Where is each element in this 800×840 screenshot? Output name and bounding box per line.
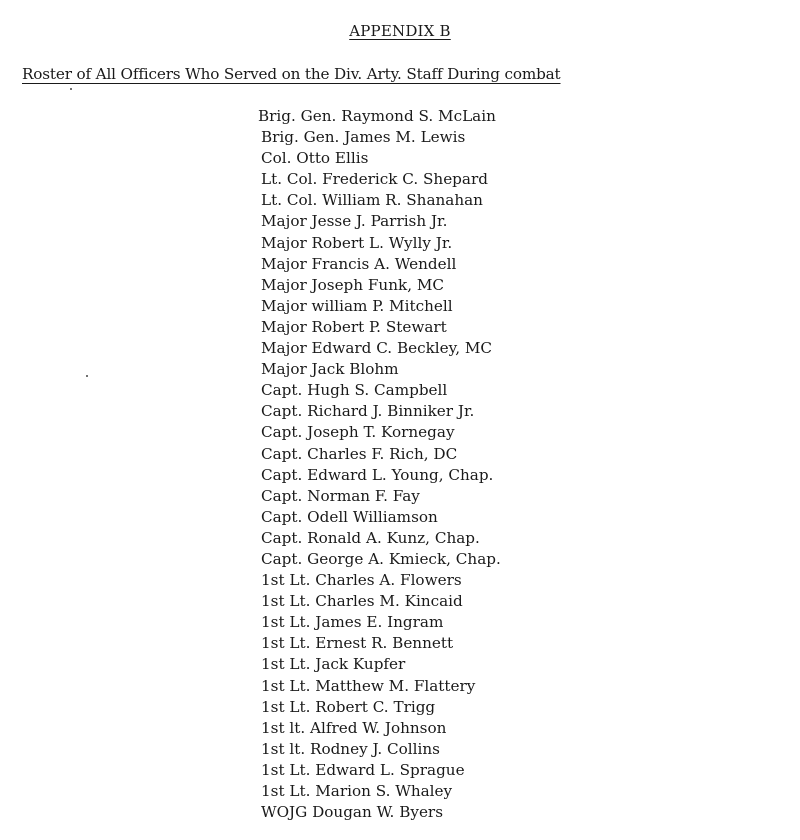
officer-entry: Major Robert L. Wylly Jr. [261,233,453,252]
officer-entry: 1st Lt. Charles A. Flowers [261,571,462,590]
officer-entry: 1st lt. Alfred W. Johnson [261,718,447,737]
officer-entry: Brig. Gen. Raymond S. McLain [258,107,496,125]
officer-entry: Capt. Edward L. Young, Chap. [261,465,494,484]
officer-entry: Col. Otto Ellis [261,149,369,168]
officer-entry: Capt. Richard J. Binniker Jr. [261,402,475,421]
officer-entry: 1st Lt. Marion S. Whaley [261,782,453,800]
officer-entry: Major Edward C. Beckley, MC [261,339,493,358]
officer-roster-list [258,106,501,823]
officer-entry: Capt. Norman F. Fay [261,486,420,505]
roster-title [22,65,800,83]
officer-entry: Capt. Hugh S. Campbell [261,381,448,400]
officer-entry: 1st Lt. Robert C. Trigg [261,697,436,716]
officer-entry: 1st Lt. Edward L. Sprague [261,760,465,779]
appendix-heading [0,22,800,40]
officer-entry: WOJG Dougan W. Byers [261,803,443,822]
officer-entry: Capt. Odell Williamson [261,507,438,526]
officer-entry: Lt. Col. Frederick C. Shepard [261,170,488,189]
officer-entry: Capt. Joseph T. Kornegay [261,423,455,442]
officer-entry: 1st Lt. Jack Kupfer [261,655,406,674]
officer-entry: 1st Lt. James E. Ingram [261,613,444,632]
officer-entry: Brig. Gen. James M. Lewis [261,128,466,147]
officer-entry: Major Francis A. Wendell [261,254,457,273]
officer-entry: Major Joseph Funk, MC [261,275,445,294]
officer-entry: Lt. Col. William R. Shanahan [261,191,483,210]
scan-speck [70,88,72,90]
officer-entry: Capt. Ronald A. Kunz, Chap. [261,528,480,547]
officer-entry: Capt. George A. Kmieck, Chap. [261,549,501,568]
officer-entry: Major Jack Blohm [261,360,399,379]
officer-entry: Major william P. Mitchell [261,296,453,315]
roster-title-text: Roster of All Officers Who Served on the Div. Arty. Staff During combat [22,65,561,83]
appendix-heading-text: APPENDIX B [349,22,451,40]
officer-entry: Capt. Charles F. Rich, DC [261,444,458,463]
officer-entry: 1st Lt. Ernest R. Bennett [261,634,454,653]
scan-speck [86,375,88,377]
officer-entry: 1st Lt. Charles M. Kincaid [261,592,463,611]
officer-entry: Major Robert P. Stewart [261,317,447,336]
officer-entry: Major Jesse J. Parrish Jr. [261,212,448,231]
officer-entry: 1st Lt. Matthew M. Flattery [261,676,476,695]
officer-entry: 1st lt. Rodney J. Collins [261,739,440,758]
